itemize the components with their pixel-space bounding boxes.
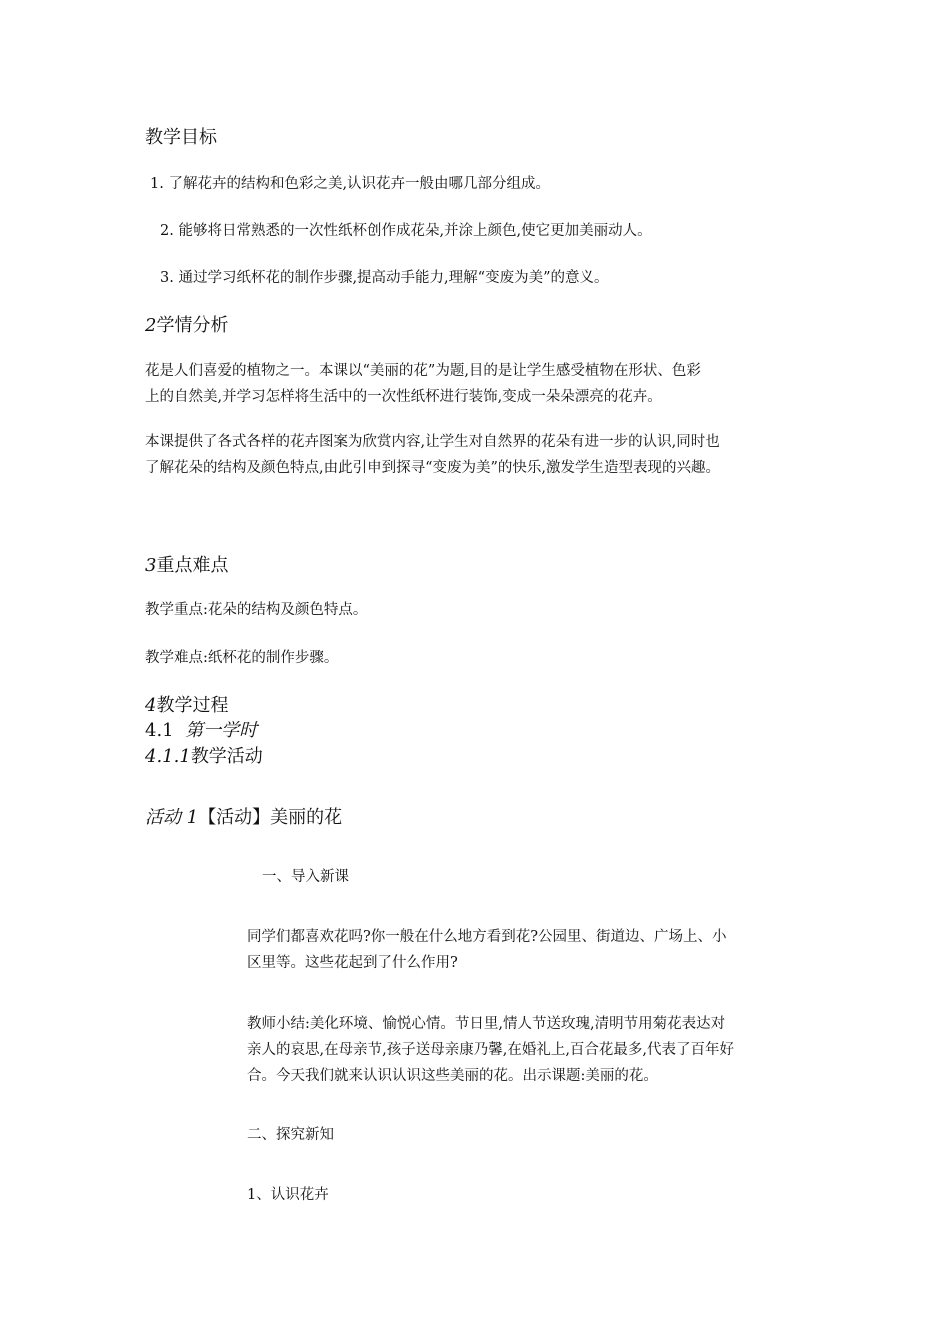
heading-text: 重点难点 [156, 555, 229, 576]
paragraph-line: 合。今天我们就来认识认识这些美丽的花。出示课题:美丽的花。 [247, 1068, 658, 1084]
paragraph-line: 区里等。这些花起到了什么作用? [247, 955, 458, 971]
activity-heading [145, 809, 342, 827]
list-item: 1、认识花卉 [247, 1187, 329, 1203]
focus-text: 教学重点:花朵的结构及颜色特点。 [145, 602, 368, 618]
activity-prefix: 活动 1 [145, 807, 199, 828]
heading-number: 3 [145, 555, 157, 576]
keypoints-heading [145, 557, 228, 575]
section-heading: 一、导入新课 [262, 869, 349, 885]
activity-title: 【活动】美丽的花 [198, 807, 343, 828]
paragraph-line: 教师小结:美化环境、愉悦心情。节日里,情人节送玫瑰,清明节用菊花表达对 [247, 1016, 726, 1032]
objective-item: 3. 通过学习纸杯花的制作步骤,提高动手能力,理解“变废为美”的意义。 [160, 270, 609, 286]
objective-item: 1. 了解花卉的结构和色彩之美,认识花卉一般由哪几部分组成。 [150, 176, 551, 192]
subheading [145, 722, 257, 740]
heading-text: 教学活动 [190, 746, 263, 767]
heading-text: 学情分析 [156, 315, 229, 336]
objective-item: 2. 能够将日常熟悉的一次性纸杯创作成花朵,并涂上颜色,使它更加美丽动人。 [160, 223, 652, 239]
paragraph-line: 花是人们喜爱的植物之一。本课以“美丽的花”为题,目的是让学生感受植物在形状、色彩 [145, 363, 701, 379]
heading-number: 4.1 [145, 720, 174, 741]
paragraph-line: 了解花朵的结构及颜色特点,由此引申到探寻“变废为美”的快乐,激发学生造型表现的兴趣。 [145, 460, 721, 476]
objectives-heading: 教学目标 [145, 127, 217, 148]
heading-text: 第一学时 [185, 720, 258, 741]
heading-number: 4 [145, 695, 157, 716]
paragraph-line: 亲人的哀思,在母亲节,孩子送母亲康乃馨,在婚礼上,百合花最多,代表了百年好 [247, 1042, 735, 1058]
heading-number: 4.1.1 [145, 746, 191, 767]
paragraph-line: 上的自然美,并学习怎样将生活中的一次性纸杯进行装饰,变成一朵朵漂亮的花卉。 [145, 389, 662, 405]
process-heading [145, 697, 228, 715]
heading-number: 2 [145, 315, 157, 336]
paragraph-line: 本课提供了各式各样的花卉图案为欣赏内容,让学生对自然界的花朵有进一步的认识,同时也 [145, 434, 720, 450]
analysis-heading [145, 317, 228, 335]
section-heading: 二、探究新知 [247, 1127, 334, 1143]
heading-text: 教学过程 [156, 695, 229, 716]
difficulty-text: 教学难点:纸杯花的制作步骤。 [145, 650, 339, 666]
subsubheading [145, 748, 263, 766]
paragraph-line: 同学们都喜欢花吗?你一般在什么地方看到花?公园里、街道边、广场上、小 [247, 929, 727, 945]
